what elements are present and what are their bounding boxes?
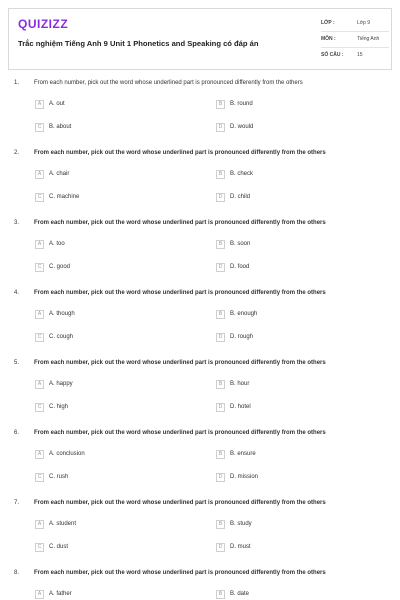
option-a[interactable]: [35, 239, 65, 249]
option-text: B. about: [49, 124, 72, 130]
option-a[interactable]: [35, 169, 69, 179]
option-d[interactable]: [216, 542, 251, 552]
option-letter-box: A: [35, 450, 44, 459]
option-d[interactable]: [216, 262, 249, 272]
question-text: From each number, pick out the word whose underlined part is pronounced differently from the others: [34, 150, 326, 156]
option-letter-box: A: [35, 380, 44, 389]
option-letter-box: B: [216, 380, 225, 389]
worksheet-meta: [321, 16, 389, 64]
option-a[interactable]: [35, 449, 85, 459]
option-letter-box: C: [35, 263, 44, 272]
option-letter-box: B: [216, 310, 225, 319]
page-title: Trắc nghiệm Tiếng Anh 9 Unit 1 Phonetics and Speaking có đáp án: [18, 39, 259, 48]
option-text: B. hour: [230, 381, 250, 387]
option-text: A. happy: [49, 381, 73, 387]
meta-label: MÔN :: [321, 36, 336, 42]
option-d[interactable]: [216, 332, 253, 342]
option-text: D. rough: [230, 334, 254, 340]
meta-label: SỐ CÂU :: [321, 52, 344, 58]
question-number: 3.: [14, 220, 20, 226]
option-c[interactable]: [35, 192, 79, 202]
option-text: B. ensure: [230, 451, 256, 457]
question-text: From each number, pick out the word whose underlined part is pronounced differently from the others: [34, 430, 326, 436]
option-text: D. would: [230, 124, 254, 130]
option-letter-box: C: [35, 543, 44, 552]
option-letter-box: D: [216, 473, 225, 482]
worksheet-header: [8, 8, 392, 70]
option-d[interactable]: [216, 402, 251, 412]
question-number: 2.: [14, 150, 20, 156]
option-letter-box: D: [216, 403, 225, 412]
option-letter-box: B: [216, 240, 225, 249]
option-letter-box: C: [35, 333, 44, 342]
option-letter-box: A: [35, 590, 44, 599]
option-letter-box: D: [216, 263, 225, 272]
question-8: [0, 570, 400, 600]
option-text: A. father: [49, 591, 72, 597]
option-letter-box: A: [35, 310, 44, 319]
meta-label: LỚP :: [321, 20, 335, 26]
option-b[interactable]: [216, 309, 257, 319]
option-letter-box: C: [35, 123, 44, 132]
quizizz-logo: QUIZIZZ: [18, 17, 69, 31]
option-b[interactable]: [216, 169, 253, 179]
option-text: B. round: [230, 101, 253, 107]
question-number: 6.: [14, 430, 20, 436]
meta-row-count: [321, 48, 389, 64]
option-letter-box: B: [216, 170, 225, 179]
option-text: A. conclusion: [49, 451, 85, 457]
option-c[interactable]: [35, 262, 70, 272]
option-b[interactable]: [216, 519, 252, 529]
option-letter-box: B: [216, 450, 225, 459]
option-c[interactable]: [35, 542, 68, 552]
question-1: [0, 80, 400, 150]
option-text: A. though: [49, 311, 75, 317]
question-number: 1.: [14, 80, 20, 86]
question-number: 4.: [14, 290, 20, 296]
option-text: C. cough: [49, 334, 74, 340]
option-text: D. mission: [230, 474, 259, 480]
option-c[interactable]: [35, 122, 71, 132]
question-number: 8.: [14, 570, 20, 576]
question-text: From each number, pick out the word whose underlined part is pronounced differently from the others: [34, 360, 326, 366]
question-6: [0, 430, 400, 500]
question-text: From each number, pick out the word whose underlined part is pronounced differently from the others: [34, 220, 326, 226]
meta-row-subject: [321, 32, 389, 48]
question-text: From each number, pick out the word whose underlined part is pronounced differently from the others: [34, 80, 303, 86]
option-text: D. child: [230, 194, 251, 200]
question-text: From each number, pick out the word whose underlined part is pronounced differently from the others: [34, 500, 326, 506]
option-a[interactable]: [35, 589, 72, 599]
option-text: B. study: [230, 521, 252, 527]
option-text: C. good: [49, 264, 71, 270]
option-c[interactable]: [35, 332, 73, 342]
option-letter-box: A: [35, 170, 44, 179]
option-text: A. chair: [49, 171, 70, 177]
option-letter-box: B: [216, 100, 225, 109]
question-5: [0, 360, 400, 430]
option-c[interactable]: [35, 402, 68, 412]
option-text: C. rush: [49, 474, 69, 480]
option-text: A. too: [49, 241, 65, 247]
option-letter-box: B: [216, 590, 225, 599]
option-text: D. food: [230, 264, 250, 270]
option-a[interactable]: [35, 309, 75, 319]
option-letter-box: D: [216, 333, 225, 342]
option-a[interactable]: [35, 519, 76, 529]
question-text: From each number, pick out the word whose underlined part is pronounced differently from the others: [34, 570, 326, 576]
option-letter-box: D: [216, 193, 225, 202]
meta-value: 15: [357, 52, 363, 58]
option-text: C. machine: [49, 194, 80, 200]
option-letter-box: C: [35, 193, 44, 202]
option-b[interactable]: [216, 379, 249, 389]
option-text: C. dust: [49, 544, 69, 550]
option-text: B. check: [230, 171, 254, 177]
option-text: A. student: [49, 521, 77, 527]
option-letter-box: B: [216, 520, 225, 529]
option-letter-box: D: [216, 123, 225, 132]
meta-value: Lớp 9: [357, 20, 371, 26]
question-number: 5.: [14, 360, 20, 366]
option-text: A. out: [49, 101, 65, 107]
option-b[interactable]: [216, 99, 253, 109]
question-2: [0, 150, 400, 220]
option-text: B. enough: [230, 311, 258, 317]
option-a[interactable]: [35, 379, 73, 389]
meta-row-grade: [321, 16, 389, 32]
question-3: [0, 220, 400, 290]
option-b[interactable]: [216, 449, 256, 459]
question-4: [0, 290, 400, 360]
option-b[interactable]: [216, 589, 249, 599]
option-text: B. date: [230, 591, 250, 597]
option-letter-box: C: [35, 473, 44, 482]
option-d[interactable]: [216, 192, 250, 202]
option-text: D. hotel: [230, 404, 251, 410]
option-text: C. high: [49, 404, 69, 410]
option-d[interactable]: [216, 472, 258, 482]
question-7: [0, 500, 400, 570]
option-letter-box: A: [35, 520, 44, 529]
option-b[interactable]: [216, 239, 250, 249]
option-d[interactable]: [216, 122, 253, 132]
option-c[interactable]: [35, 472, 68, 482]
question-number: 7.: [14, 500, 20, 506]
question-text: From each number, pick out the word whose underlined part is pronounced differently from the others: [34, 290, 326, 296]
option-a[interactable]: [35, 99, 65, 109]
option-text: B. soon: [230, 241, 251, 247]
option-text: D. must: [230, 544, 251, 550]
option-letter-box: D: [216, 543, 225, 552]
option-letter-box: A: [35, 240, 44, 249]
meta-value: Tiếng Anh: [357, 36, 380, 42]
option-letter-box: A: [35, 100, 44, 109]
option-letter-box: C: [35, 403, 44, 412]
